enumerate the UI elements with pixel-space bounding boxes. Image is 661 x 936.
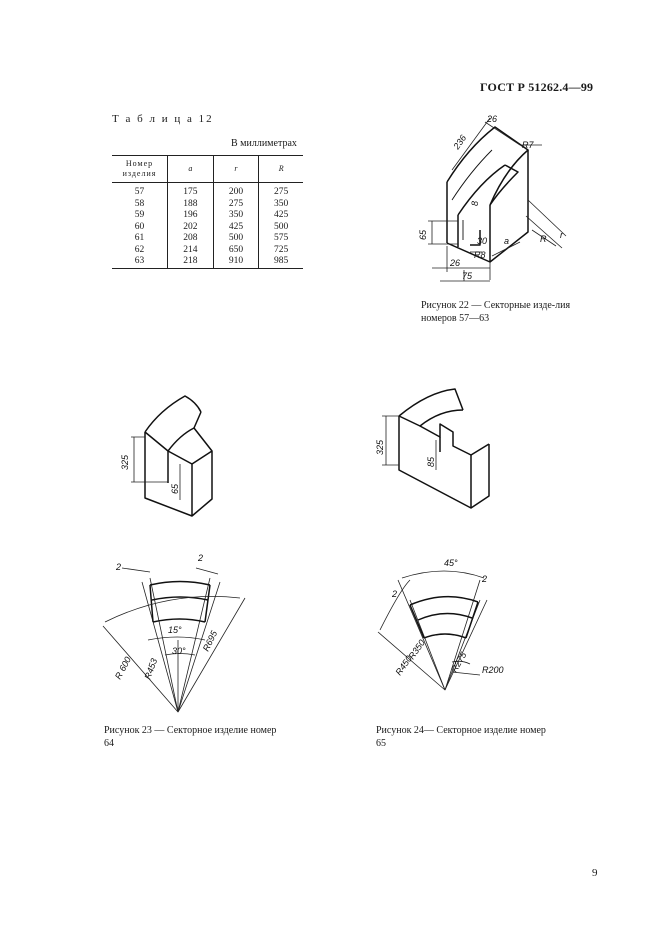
dim-2-left: 2 [116,562,122,572]
dim-65: 65 [170,483,180,494]
dim-r450: R450 [393,653,414,678]
dim-r7: R7 [522,140,534,150]
table-cell: 208 [168,233,214,245]
dim-r600: R 600 [112,655,134,681]
dim-2-left: 2 [392,589,398,599]
dim-26: 26 [450,258,461,268]
table-cell: 910 [213,256,259,268]
dim-15deg: 15° [168,625,182,635]
dim-236: 236 [451,133,469,152]
dim-a: a [504,236,510,246]
table-cell: 59 [134,210,145,220]
table-cell: 61 [134,233,145,243]
dim-r200: R200 [482,665,504,675]
dim-r: r [560,230,563,240]
figure-24-perspective [375,389,489,508]
figure-23-perspective [120,396,212,516]
table-cell: 58 [134,198,145,209]
table-cell: 425 [259,210,303,222]
table-cell: 350 [259,199,303,211]
dim-r695: R695 [200,629,220,653]
col-header-r: r [213,156,259,183]
dim-2-right: 2 [198,553,204,563]
dim-2-right: 2 [482,574,488,584]
dim-65: 65 [418,229,428,240]
dim-85: 85 [426,456,436,467]
figure-23-caption: Рисунок 23 — Секторное изделие номер 64 [104,725,277,749]
dim-r453: R453 [142,657,160,681]
figure-24-sector [378,558,504,690]
figure-24-caption: Рисунок 24— Секторное изделие номер 65 [376,725,546,749]
table-cell: 188 [168,199,214,211]
dim-325: 325 [120,454,130,470]
dim-R: R [540,234,547,244]
dim-325: 325 [375,439,385,455]
table-caption: Т а б л и ц а 12 [112,113,214,125]
dim-r275: R275 [449,650,469,674]
table-cell: 275 [259,183,303,199]
table-cell: 57 [134,187,145,197]
table-cell: 985 [259,256,303,268]
table-cell: 63 [112,256,168,268]
table-cell: 350 [213,210,259,222]
table-cell: 725 [259,245,303,257]
dim-45deg: 45° [444,558,458,568]
dim-26-top: 26 [487,114,498,124]
dim-30: 30 [477,236,488,246]
table-cell: 175 [168,183,214,199]
standard-number: ГОСТ Р 51262.4—99 [480,80,594,94]
dim-r8: R8 [474,250,486,260]
col-header-R: R [259,156,303,183]
table-cell: 214 [168,245,214,257]
table-cell: 60 [134,221,145,232]
table-cell: 62 [134,244,145,255]
page-number: 9 [592,867,598,879]
table-unit: В миллиметрах [231,138,297,149]
dim-30deg: 30° [172,646,186,656]
table-cell: 425 [213,222,259,234]
figure-22-drawing [418,114,566,281]
table-cell: 218 [168,256,214,268]
table-cell: 196 [168,210,214,222]
figure-22-caption: Рисунок 22 — Секторные изде-лия номеров 57—63 [421,300,571,324]
figure-23-sector [103,553,245,712]
table-cell: 200 [213,183,259,199]
table-cell: 650 [213,245,259,257]
table-cell: 500 [213,233,259,245]
table-cell: 202 [168,222,214,234]
table-cell: 575 [259,233,303,245]
table-cell: 500 [259,222,303,234]
dim-75: 75 [462,271,473,281]
table-cell: 275 [213,199,259,211]
dim-8: 8 [470,200,480,206]
dim-r350: R350 [406,637,427,662]
col-header-number: Номер изделия [112,156,168,183]
col-header-a: a [168,156,214,183]
